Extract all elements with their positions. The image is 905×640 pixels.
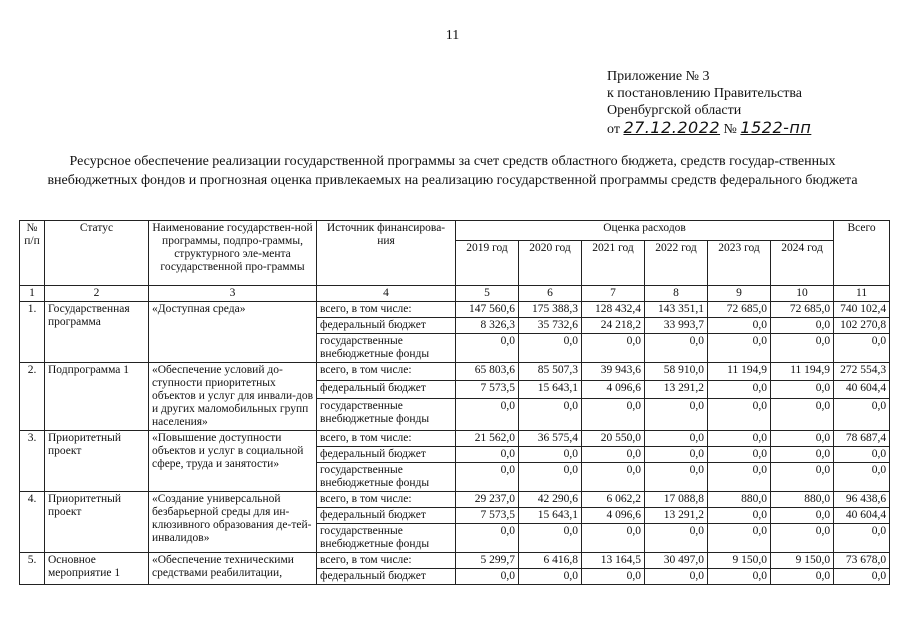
amount-cell: 272 554,3 [834,363,890,381]
funding-source: всего, в том числе: [317,363,456,381]
row-status: Приоритетный проект [45,492,149,553]
amount-cell: 0,0 [582,447,645,463]
amount-cell: 0,0 [771,508,834,524]
amount-cell: 0,0 [645,431,708,447]
amount-cell: 0,0 [834,569,890,585]
amount-cell: 0,0 [834,447,890,463]
amount-cell: 20 550,0 [582,431,645,447]
amount-cell: 0,0 [456,569,519,585]
amount-cell: 7 573,5 [456,380,519,398]
amount-cell: 21 562,0 [456,431,519,447]
row-name: «Обеспечение условий до-ступности приоритетных объектов и услуг для инвали-дов и других маломобильных групп населения» [149,363,317,431]
funding-source: федеральный бюджет [317,508,456,524]
header-year: 2022 год [645,240,708,285]
amount-cell: 143 351,1 [645,302,708,318]
column-number: 10 [771,286,834,302]
amount-cell: 0,0 [708,334,771,363]
amount-cell: 40 604,4 [834,380,890,398]
column-number: 3 [149,286,317,302]
funding-source: федеральный бюджет [317,318,456,334]
amount-cell: 11 194,9 [708,363,771,381]
appendix-line-1: Приложение № 3 [607,69,710,84]
row-number: 3. [20,431,45,492]
funding-source: федеральный бюджет [317,569,456,585]
amount-cell: 175 388,3 [519,302,582,318]
amount-cell: 9 150,0 [771,553,834,569]
amount-cell: 0,0 [771,318,834,334]
amount-cell: 15 643,1 [519,380,582,398]
amount-cell: 30 497,0 [645,553,708,569]
amount-cell: 740 102,4 [834,302,890,318]
amount-cell: 4 096,6 [582,508,645,524]
row-name: «Повышение доступности объектов и услуг в социальной сфере, труда и занятости» [149,431,317,492]
header-year: 2020 год [519,240,582,285]
header-estimate: Оценка расходов [456,221,834,241]
amount-cell: 8 326,3 [456,318,519,334]
amount-cell: 24 218,2 [582,318,645,334]
amount-cell: 0,0 [456,524,519,553]
header-total: Всего [834,221,890,286]
amount-cell: 0,0 [645,398,708,430]
amount-cell: 39 943,6 [582,363,645,381]
row-status: Подпрограмма 1 [45,363,149,431]
row-number: 1. [20,302,45,363]
amount-cell: 42 290,6 [519,492,582,508]
header-source: Источник финансирова-ния [317,221,456,286]
row-number: 4. [20,492,45,553]
amount-cell: 0,0 [834,463,890,492]
amount-cell: 0,0 [771,524,834,553]
amount-cell: 0,0 [645,463,708,492]
amount-cell: 0,0 [708,524,771,553]
amount-cell: 0,0 [582,569,645,585]
amount-cell: 0,0 [771,463,834,492]
header-year: 2021 год [582,240,645,285]
amount-cell: 13 291,2 [645,380,708,398]
amount-cell: 4 096,6 [582,380,645,398]
amount-cell: 13 291,2 [645,508,708,524]
amount-cell: 35 732,6 [519,318,582,334]
amount-cell: 0,0 [771,447,834,463]
handwritten-number: 1522-пп [740,118,812,137]
table-row [20,492,890,508]
amount-cell: 0,0 [708,380,771,398]
row-name: «Доступная среда» [149,302,317,363]
funding-source: всего, в том числе: [317,431,456,447]
row-number: 5. [20,553,45,585]
column-number: 6 [519,286,582,302]
amount-cell: 0,0 [708,318,771,334]
amount-cell: 0,0 [519,463,582,492]
amount-cell: 0,0 [456,334,519,363]
amount-cell: 15 643,1 [519,508,582,524]
appendix-line-2: к постановлению Правительства [607,86,803,101]
funding-source: государственные внебюджетные фонды [317,524,456,553]
amount-cell: 0,0 [456,463,519,492]
amount-cell: 0,0 [771,431,834,447]
appendix-date-line [607,119,811,138]
funding-source: государственные внебюджетные фонды [317,334,456,363]
header-status: Статус [45,221,149,286]
table-row [20,553,890,569]
amount-cell: 0,0 [582,334,645,363]
amount-cell: 0,0 [519,447,582,463]
amount-cell: 0,0 [771,569,834,585]
amount-cell: 11 194,9 [771,363,834,381]
amount-cell: 0,0 [645,524,708,553]
amount-cell: 880,0 [771,492,834,508]
column-number: 1 [20,286,45,302]
amount-cell: 147 560,6 [456,302,519,318]
funding-source: всего, в том числе: [317,553,456,569]
amount-cell: 0,0 [834,334,890,363]
row-name: «Обеспечение техническими средствами реабилитации, [149,553,317,585]
amount-cell: 72 685,0 [771,302,834,318]
table-row [20,431,890,447]
handwritten-date: 27.12.2022 [623,118,721,137]
amount-cell: 0,0 [582,463,645,492]
document-title: Ресурсное обеспечение реализации государственной программы за счет средств областного бюджета, средств государ-ственных внебюджетных фондов и прогнозная оценка привлекаемых на реализацию государственной программы средств федерального бюджета [47,154,858,188]
amount-cell: 0,0 [708,447,771,463]
amount-cell: 0,0 [708,569,771,585]
header-year: 2024 год [771,240,834,285]
amount-cell: 17 088,8 [645,492,708,508]
amount-cell: 0,0 [645,569,708,585]
page-number: 11 [445,28,460,43]
amount-cell: 96 438,6 [834,492,890,508]
amount-cell: 0,0 [708,431,771,447]
funding-source: государственные внебюджетные фонды [317,463,456,492]
column-number: 8 [645,286,708,302]
row-status: Основное мероприятие 1 [45,553,149,585]
funding-source: федеральный бюджет [317,447,456,463]
header-num: № п/п [20,221,45,286]
amount-cell: 102 270,8 [834,318,890,334]
amount-cell: 0,0 [708,463,771,492]
header-year: 2019 год [456,240,519,285]
amount-cell: 6 062,2 [582,492,645,508]
table-row [20,302,890,318]
amount-cell: 0,0 [456,398,519,430]
header-year: 2023 год [708,240,771,285]
amount-cell: 9 150,0 [708,553,771,569]
table-row [20,363,890,381]
appendix-line-3: Оренбургской области [607,103,742,118]
amount-cell: 58 910,0 [645,363,708,381]
column-number: 2 [45,286,149,302]
amount-cell: 128 432,4 [582,302,645,318]
amount-cell: 40 604,4 [834,508,890,524]
funding-source: государственные внебюджетные фонды [317,398,456,430]
appendix-block [607,68,811,138]
amount-cell: 0,0 [708,398,771,430]
amount-cell: 7 573,5 [456,508,519,524]
column-number: 9 [708,286,771,302]
column-number: 4 [317,286,456,302]
amount-cell: 0,0 [645,447,708,463]
amount-cell: 78 687,4 [834,431,890,447]
row-status: Приоритетный проект [45,431,149,492]
number-sign: № [723,122,737,137]
funding-source: всего, в том числе: [317,302,456,318]
amount-cell: 0,0 [771,398,834,430]
amount-cell: 0,0 [519,334,582,363]
amount-cell: 0,0 [519,569,582,585]
amount-cell: 13 164,5 [582,553,645,569]
column-number: 11 [834,286,890,302]
column-number: 7 [582,286,645,302]
row-status: Государственная программа [45,302,149,363]
amount-cell: 880,0 [708,492,771,508]
amount-cell: 72 685,0 [708,302,771,318]
amount-cell: 0,0 [834,398,890,430]
amount-cell: 0,0 [519,398,582,430]
date-prefix: от [607,122,620,137]
column-number: 5 [456,286,519,302]
amount-cell: 5 299,7 [456,553,519,569]
row-name: «Создание универсальной безбарьерной среды для ин-клюзивного образования де-тей-инвалидов» [149,492,317,553]
amount-cell: 0,0 [456,447,519,463]
amount-cell: 0,0 [708,508,771,524]
resource-table [19,220,890,585]
amount-cell: 65 803,6 [456,363,519,381]
row-number: 2. [20,363,45,431]
amount-cell: 0,0 [834,524,890,553]
amount-cell: 0,0 [771,380,834,398]
amount-cell: 0,0 [519,524,582,553]
amount-cell: 85 507,3 [519,363,582,381]
amount-cell: 33 993,7 [645,318,708,334]
funding-source: федеральный бюджет [317,380,456,398]
header-name: Наименование государствен-ной программы, подпро-граммы, структурного эле-мента государственной про-граммы [149,221,317,286]
amount-cell: 0,0 [645,334,708,363]
amount-cell: 73 678,0 [834,553,890,569]
amount-cell: 0,0 [771,334,834,363]
funding-source: всего, в том числе: [317,492,456,508]
amount-cell: 0,0 [582,398,645,430]
amount-cell: 29 237,0 [456,492,519,508]
amount-cell: 36 575,4 [519,431,582,447]
amount-cell: 0,0 [582,524,645,553]
amount-cell: 6 416,8 [519,553,582,569]
